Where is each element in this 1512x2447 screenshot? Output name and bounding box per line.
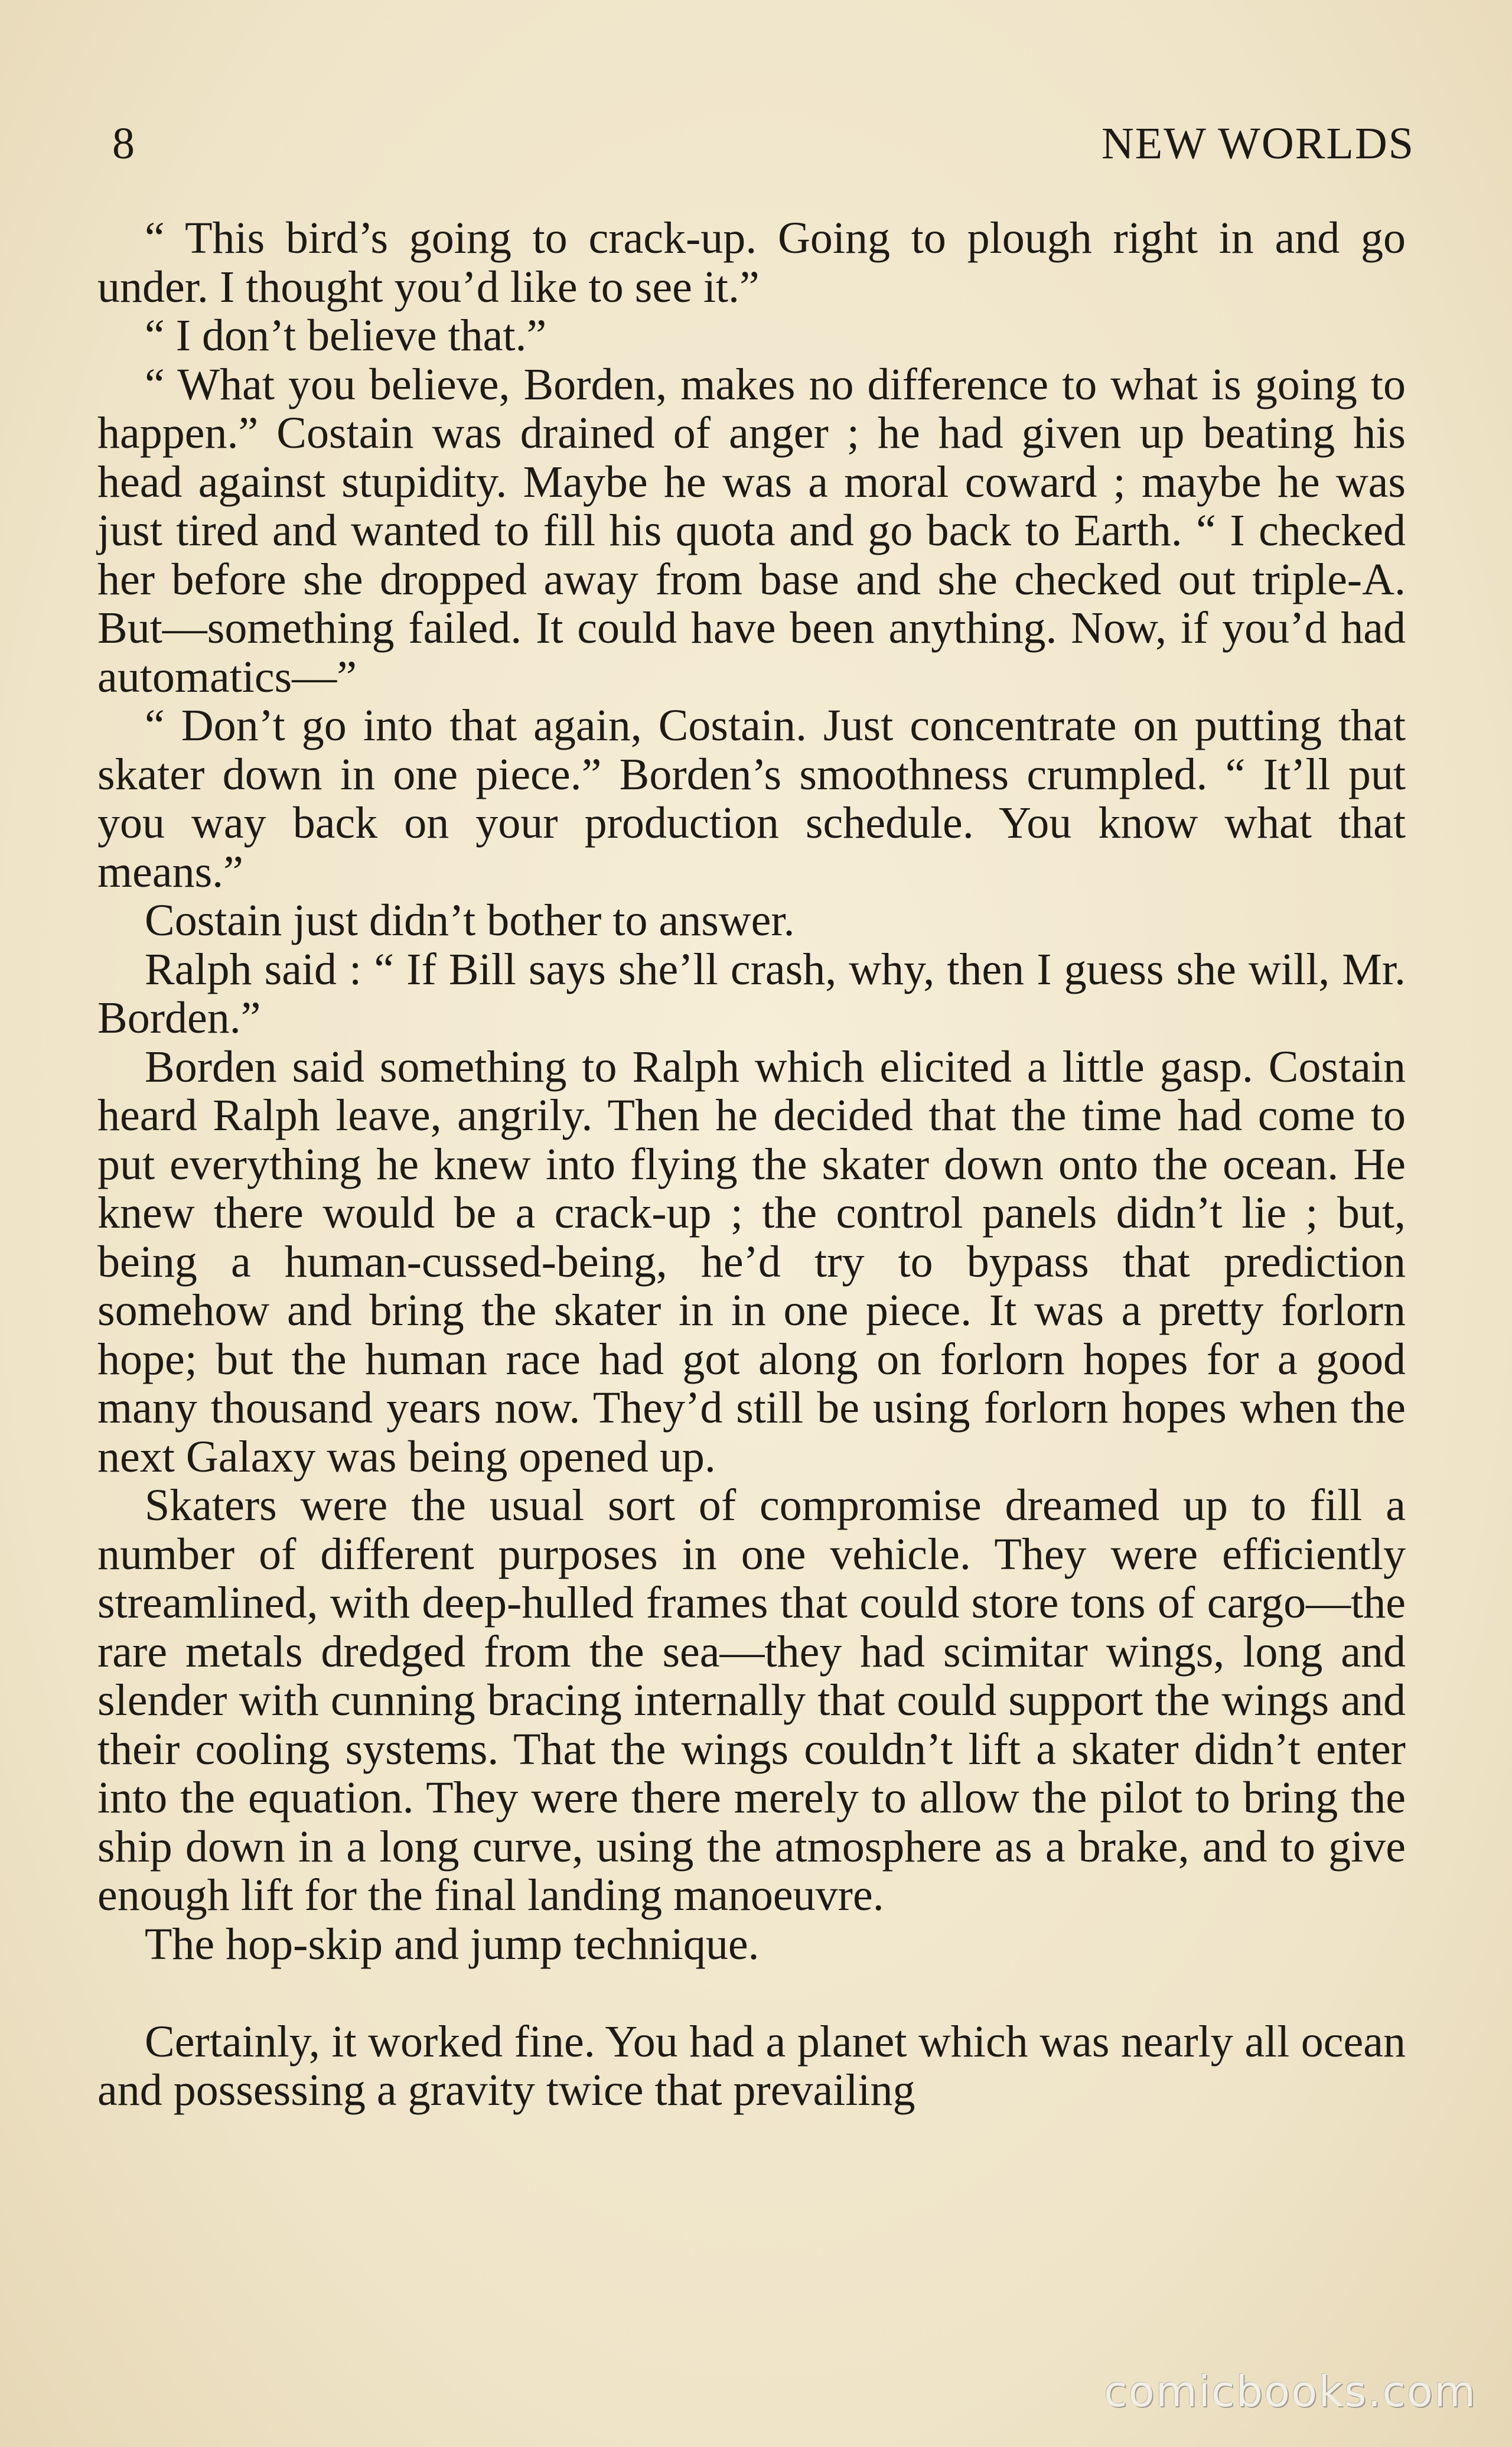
paragraph: Ralph said : “ If Bill says she’ll crash, why, then I guess she will, Mr. Borden.” <box>97 944 1406 1043</box>
paragraph: “ This bird’s going to crack-up. Going to plough right in and go under. I thought you’d like to see it.” <box>97 213 1406 312</box>
paragraph: “ What you believe, Borden, makes no difference to what is going to happen.” Costain was drained of anger ; he had given up beating his head against stupidity. Maybe he was a moral coward ; maybe he was just tired and wanted to fill his quota and go back to Earth. “ I checked her before she dropped away from base and she checked out triple-A. But—something failed. It could have been anything. Now, if you’d had automatics—” <box>97 359 1406 702</box>
page-number: 8 <box>112 119 136 168</box>
page-header <box>112 118 1415 171</box>
running-head: NEW WORLDS <box>1101 119 1415 168</box>
paragraph: Borden said something to Ralph which elicited a little gasp. Costain heard Ralph leave, angrily. Then he decided that the time had come to put everything he knew into flying the skater down onto the ocean. He knew there would be a crack-up ; the control panels didn’t lie ; but, being a human-cussed-being, he’d try to bypass that prediction somehow and bring the skater in in one piece. It was a pretty forlorn hope; but the human race had got along on forlorn hopes for a good many thousand years now. They’d still be using forlorn hopes when the next Galaxy was being opened up. <box>97 1042 1406 1482</box>
paragraph: Costain just didn’t bother to answer. <box>145 896 795 945</box>
paragraph: “ I don’t believe that.” <box>145 311 547 360</box>
paragraph: “ Don’t go into that again, Costain. Just concentrate on putting that skater down in one piece.” Borden’s smoothness crumpled. “ It’ll put you way back on your production schedule. You know what that means.” <box>97 701 1406 897</box>
paragraph: Skaters were the usual sort of compromise dreamed up to fill a number of different purposes in one vehicle. They were efficiently streamlined, with deep-hulled frames that could store tons of cargo—the rare metals dredged from the sea—they had scimitar wings, long and slender with cunning bracing internally that could support the wings and their cooling systems. That the wings couldn’t lift a skater didn’t enter into the equation. They were there merely to allow the pilot to bring the ship down in a long curve, using the atmosphere as a brake, and to give enough lift for the final landing manoeuvre. <box>97 1480 1406 1920</box>
story-text <box>97 214 1406 2115</box>
paragraph: The hop-skip and jump technique. <box>145 1919 760 1969</box>
paragraph: Certainly, it worked fine. You had a planet which was nearly all ocean and possessing a gravity twice that prevailing <box>97 2016 1406 2115</box>
watermark: comicbooks.com <box>1103 2367 1477 2416</box>
